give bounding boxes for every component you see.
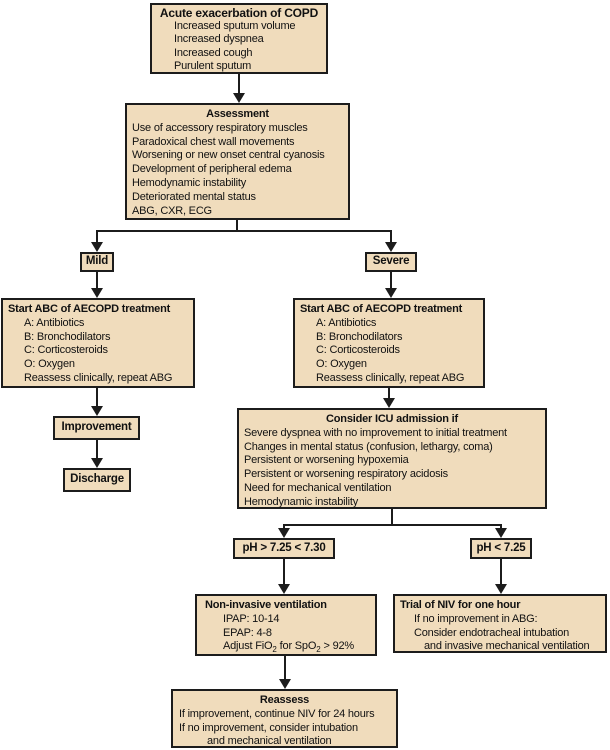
connector-improvement-to-discharge <box>96 440 98 459</box>
icu-item: Persistent or worsening respiratory acidosis <box>244 468 448 481</box>
reassess-item: If no improvement, consider intubation <box>179 721 358 734</box>
arrowhead-treatment-to-improvement <box>91 406 103 416</box>
treatment-mild-item: B: Bronchodilators <box>24 330 111 343</box>
assessment-item: Worsening or new onset central cyanosis <box>132 149 325 162</box>
improvement-label-box: Improvement <box>53 416 140 440</box>
spo2-text: for SpO <box>276 640 317 653</box>
arrowhead-acute-to-assessment <box>233 93 245 103</box>
assessment-item: Development of peripheral edema <box>132 163 292 176</box>
niv-trial-item: Consider endotracheal intubation <box>414 626 570 639</box>
icu-item: Persistent or worsening hypoxemia <box>244 454 409 467</box>
niv-item: EPAP: 4-8 <box>223 626 272 639</box>
acute-item: Increased cough <box>174 46 253 59</box>
connector-ph-to-trial <box>500 559 502 585</box>
assessment-item: Hemodynamic instability <box>132 176 246 189</box>
icu-item: Severe dyspnea with no improvement to initial treatment <box>244 426 507 439</box>
arrowhead-severe-to-treatment <box>385 288 397 298</box>
connector-acute-to-assessment <box>238 74 240 94</box>
discharge-label-box: Discharge <box>63 468 131 492</box>
mild-label-box: Mild <box>80 252 114 272</box>
arrowhead-improvement-to-discharge <box>91 458 103 468</box>
treatment-mild-item: C: Corticosteroids <box>24 344 108 357</box>
treatment-mild-item: Reassess clinically, repeat ABG <box>24 371 173 384</box>
treatment-severe-item: C: Corticosteroids <box>316 344 400 357</box>
assessment-item: ABG, CXR, ECG <box>132 204 212 217</box>
assessment-item: Use of accessory respiratory muscles <box>132 121 308 134</box>
connector-ph-rail <box>283 524 502 526</box>
connector-icu-stem <box>391 509 393 525</box>
treatment-mild-item: A: Antibiotics <box>24 316 85 329</box>
reassess-item: If improvement, continue NIV for 24 hours <box>179 707 375 720</box>
niv-title: Non-invasive ventilation <box>205 599 327 611</box>
niv-trial-item: If no improvement in ABG: <box>414 612 538 625</box>
noninvasive-ventilation-box <box>195 594 377 656</box>
ph-severe-label-box: pH < 7.25 <box>470 538 532 559</box>
acute-item: Increased dyspnea <box>174 33 264 46</box>
reassess-item: and mechanical ventilation <box>207 735 332 748</box>
acute-item: Increased sputum volume <box>174 20 296 33</box>
connector-treatment-to-improvement <box>96 388 98 407</box>
icu-item: Changes in mental status (confusion, lethargy, coma) <box>244 440 493 453</box>
arrowhead-rail-to-mild <box>91 242 103 252</box>
icu-item: Hemodynamic instability <box>244 495 358 508</box>
treatment-mild-box <box>1 298 195 388</box>
acute-item: Purulent sputum <box>174 59 252 72</box>
niv-fio2-line <box>205 640 367 657</box>
treatment-severe-item: A: Antibiotics <box>316 316 377 329</box>
treatment-severe-item: O: Oxygen <box>316 358 367 371</box>
assessment-item: Paradoxical chest wall movements <box>132 135 295 148</box>
arrowhead-ph-to-niv <box>278 584 290 594</box>
niv-trial-item: and invasive mechanical ventilation <box>424 640 590 653</box>
connector-ph-to-niv <box>283 559 285 585</box>
arrowhead-niv-to-reassess <box>279 679 291 689</box>
arrowhead-ph-to-trial <box>495 584 507 594</box>
niv-trial-title: Trial of NIV for one hour <box>400 599 521 611</box>
niv-item: IPAP: 10-14 <box>223 612 280 625</box>
connector-severe-to-treatment <box>390 272 392 289</box>
assessment-box <box>125 103 350 220</box>
reassess-box <box>171 689 398 748</box>
treatment-severe-title: Start ABC of AECOPD treatment <box>300 303 463 315</box>
treatment-mild-item: O: Oxygen <box>24 358 75 371</box>
niv-trial-box <box>393 594 607 653</box>
arrowhead-rail-to-severe <box>385 242 397 252</box>
icu-title: Consider ICU admission if <box>326 413 458 425</box>
treatment-severe-item: Reassess clinically, repeat ABG <box>316 371 465 384</box>
icu-admission-box <box>237 408 547 509</box>
acute-title: Acute exacerbation of COPD <box>159 6 319 20</box>
acute-exacerbation-box <box>150 3 328 74</box>
assessment-title: Assessment <box>206 108 269 120</box>
ph-moderate-label-box: pH > 7.25 < 7.30 <box>233 538 335 559</box>
spo2-subscript: 2 <box>316 645 321 655</box>
icu-item: Need for mechanical ventilation <box>244 481 392 494</box>
fio2-subscript: 2 <box>272 645 277 655</box>
assessment-item: Deteriorated mental status <box>132 190 256 203</box>
arrowhead-treatment-to-icu <box>383 398 395 408</box>
reassess-title: Reassess <box>259 694 310 706</box>
treatment-severe-item: B: Bronchodilators <box>316 330 403 343</box>
connector-mild-to-treatment <box>96 272 98 289</box>
connector-niv-to-reassess <box>284 656 286 680</box>
arrowhead-rail-to-ph-moderate <box>278 528 290 538</box>
connector-severity-rail <box>96 230 392 232</box>
treatment-severe-box <box>293 298 485 388</box>
arrowhead-mild-to-treatment <box>91 288 103 298</box>
arrowhead-rail-to-ph-severe <box>495 528 507 538</box>
fio2-text: Adjust FiO <box>223 640 273 653</box>
severe-label-box: Severe <box>365 252 417 272</box>
treatment-mild-title: Start ABC of AECOPD treatment <box>8 303 171 315</box>
spo2-target-text: > 92% <box>320 640 354 653</box>
